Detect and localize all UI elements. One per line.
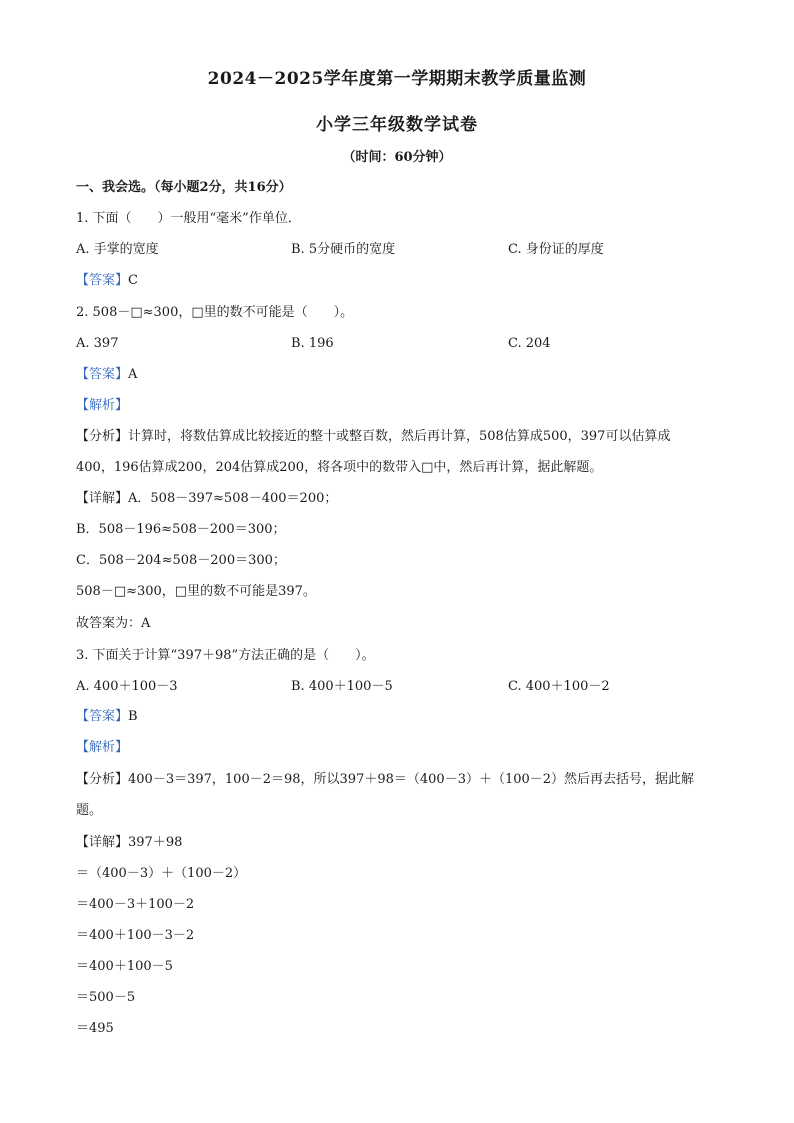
q2-answer: [76, 365, 137, 385]
q3-step-4: ＝400＋100－3－2: [76, 928, 195, 943]
q2-option-b: B. 196: [291, 336, 334, 351]
q3-step-5: ＝400＋100－5: [76, 959, 173, 974]
exam-time: （时间：60分钟）: [342, 150, 452, 165]
q2-detail-line-4: 508－□≈300，□里的数不可能是397。: [76, 584, 316, 599]
q1-option-a: A. 手掌的宽度: [76, 242, 159, 257]
q2-detail-line-2: B．508－196≈508－200＝300；: [76, 522, 286, 537]
xiangjie-tag: 【详解】: [76, 835, 129, 850]
fenxi-tag: 【分析】: [76, 772, 129, 787]
q2-detail-line-3: C．508－204≈508－200＝300；: [76, 553, 286, 568]
answer-value: A: [128, 367, 138, 382]
fenxi-text: 计算时，将数估算成比较接近的整十或整百数，然后再计算，508估算成500，397可以估算成: [128, 429, 671, 444]
answer-value: B: [128, 709, 138, 724]
q2-option-a: A. 397: [76, 336, 119, 351]
q2-fenxi-line-1: [76, 427, 670, 447]
fenxi-tag: 【分析】: [76, 429, 129, 444]
q3-step-7: ＝495: [76, 1021, 114, 1036]
q3-text: 3. 下面关于计算“397＋98”方法正确的是（ ）。: [76, 648, 375, 663]
q3-option-c: C. 400＋100－2: [508, 679, 610, 694]
q2-detail-line-1: [76, 489, 337, 509]
xiangjie-tag: 【详解】: [76, 491, 129, 506]
q2-analysis-tag: 【解析】: [76, 398, 129, 413]
q2-option-c: C. 204: [508, 336, 551, 351]
q1-answer: [76, 271, 138, 291]
answer-tag: 【答案】: [76, 709, 129, 724]
q1-option-b: B. 5分硬币的宽度: [291, 242, 396, 257]
q2-conclusion: 故答案为：A: [76, 616, 151, 631]
detail-step: 397＋98: [128, 835, 183, 850]
q3-option-b: B. 400＋100－5: [291, 679, 393, 694]
fenxi-text: 400－3＝397，100－2＝98，所以397＋98＝（400－3）＋（100－2）然后再去括号，据此解: [128, 772, 695, 787]
q3-step-2: ＝（400－3）＋（100－2）: [76, 866, 247, 881]
q3-option-a: A. 400＋100－3: [76, 679, 178, 694]
exam-title: 2024－2025学年度第一学期期末教学质量监测: [207, 69, 587, 89]
q2-text: 2. 508－□≈300，□里的数不可能是（ ）。: [76, 305, 354, 320]
q3-analysis-tag: 【解析】: [76, 740, 129, 755]
section-heading: 一、我会选。（每小题2分，共16分）: [76, 180, 292, 195]
q1-text: 1. 下面（ ）一般用“毫米”作单位．: [76, 211, 301, 226]
exam-subtitle: 小学三年级数学试卷: [316, 115, 478, 135]
q3-step-3: ＝400－3＋100－2: [76, 897, 195, 912]
answer-tag: 【答案】: [76, 367, 129, 382]
detail-text: A．508－397≈508－400＝200；: [128, 491, 338, 506]
q3-detail-line-1: [76, 833, 182, 853]
answer-value: C: [128, 273, 138, 288]
q3-fenxi-line-2: 题。: [76, 803, 103, 818]
q3-step-6: ＝500－5: [76, 990, 136, 1005]
answer-tag: 【答案】: [76, 273, 129, 288]
q2-fenxi-line-2: 400，196估算成200，204估算成200，将各项中的数带入□中，然后再计算，据此解题。: [76, 460, 603, 475]
q1-option-c: C. 身份证的厚度: [508, 242, 604, 257]
q3-fenxi-line-1: [76, 770, 694, 790]
q3-answer: [76, 707, 138, 727]
